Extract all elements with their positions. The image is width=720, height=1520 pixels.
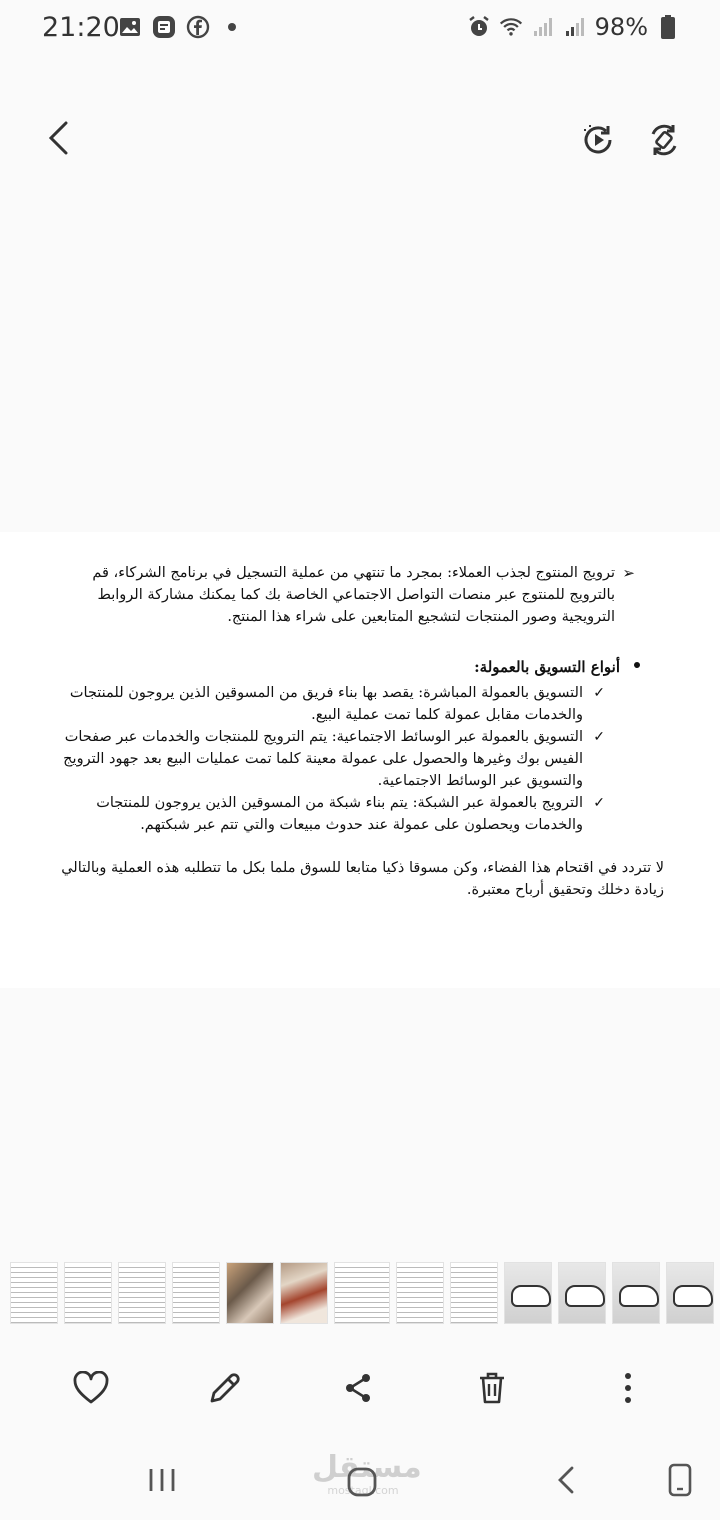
share-button[interactable] <box>338 1368 378 1408</box>
list-item-text: الترويج بالعمولة عبر الشبكة: يتم بناء شبكة من المسوقين الذين يروجون للمنتجات والخدمات ويحصلون على عمولة عند حدوث مبيعات والتي تتم عبر شبكتهم. <box>96 795 583 833</box>
thumbnail[interactable] <box>450 1262 498 1324</box>
check-icon: ✓ <box>593 729 605 745</box>
delete-icon <box>477 1371 507 1405</box>
watermark: مستقل <box>312 1450 422 1485</box>
closing-paragraph: لا تتردد في اقتحام هذا الفضاء، وكن مسوقا ذكيا متابعا للسوق ملما بكل ما تتطلبه هذه العملية وبالتالي زيادة دخلك وتحقيق أرباح معتبرة. <box>61 860 664 898</box>
home-button[interactable] <box>342 1462 382 1502</box>
heart-icon <box>73 1371 109 1405</box>
remaster-icon <box>580 122 616 158</box>
list-item <box>48 792 605 836</box>
recents-button[interactable] <box>144 1462 180 1498</box>
navigation-bar <box>0 1440 720 1520</box>
rotate-button[interactable] <box>642 118 686 162</box>
thumbnail[interactable] <box>226 1262 274 1324</box>
action-bar <box>0 1350 720 1426</box>
thumbnail[interactable] <box>612 1262 660 1324</box>
arrow-bullet-icon: ➢ <box>622 564 635 582</box>
home-icon <box>346 1466 378 1498</box>
phone-icon <box>668 1463 692 1497</box>
edit-icon <box>208 1371 242 1405</box>
check-icon: ✓ <box>593 685 605 701</box>
heading-text: أنواع التسويق بالعمولة: <box>474 658 620 676</box>
status-bar <box>0 0 720 56</box>
thumbnail-current[interactable] <box>334 1262 390 1324</box>
battery-icon <box>656 15 680 39</box>
list-item <box>48 682 605 726</box>
clock: 21:20 <box>42 12 120 43</box>
paragraph-text: ترويج المنتوج لجذب العملاء: بمجرد ما تنتهي من عملية التسجيل في برنامج الشركاء، قم بالترويج للمنتوج عبر منصات التواصل الاجتماعي الخاصة بك كما يمكنك مشاركة الروابط الترويجية وصور المنتجات لتشجيع المتابعين على شراء هذا المنتج. <box>92 565 615 625</box>
check-icon: ✓ <box>593 795 605 811</box>
nav-back-icon <box>556 1465 576 1495</box>
thumbnail[interactable] <box>504 1262 552 1324</box>
thumbnail[interactable] <box>64 1262 112 1324</box>
back-icon <box>46 120 70 156</box>
thumbnail[interactable] <box>118 1262 166 1324</box>
edit-button[interactable] <box>205 1368 245 1408</box>
thumbnail[interactable] <box>396 1262 444 1324</box>
thumbnail[interactable] <box>10 1262 58 1324</box>
rotate-icon <box>646 122 682 158</box>
thumbnail[interactable] <box>172 1262 220 1324</box>
system-icons <box>467 13 680 41</box>
gallery-icon <box>118 15 142 39</box>
thumbnail[interactable] <box>666 1262 714 1324</box>
more-options-button[interactable] <box>608 1368 648 1408</box>
alarm-icon <box>467 15 491 39</box>
favorite-button[interactable] <box>71 1368 111 1408</box>
paragraph-promotion <box>60 562 635 628</box>
document-image[interactable] <box>0 532 720 988</box>
more-icon <box>624 1372 632 1404</box>
signal-icon <box>531 15 555 39</box>
dot-icon <box>220 15 244 39</box>
back-button[interactable] <box>36 116 80 160</box>
recents-icon <box>147 1467 177 1493</box>
thumbnail-strip <box>0 1262 720 1326</box>
viewer-toolbar <box>0 100 720 180</box>
nav-back-button[interactable] <box>548 1462 584 1498</box>
facebook-icon <box>186 15 210 39</box>
thumbnail[interactable] <box>280 1262 328 1324</box>
watermark-sub: mostaql.com <box>327 1484 399 1497</box>
battery-percent: 98% <box>594 13 648 41</box>
wifi-icon <box>499 15 523 39</box>
section-heading <box>60 656 620 678</box>
bullet-dot-icon <box>634 662 640 668</box>
list-item-text: التسويق بالعمولة المباشرة: يقصد بها بناء فريق من المسوقين الذين يروجون للمنتجات والخدمات مقابل عمولة كلما تمت عملية البيع. <box>69 685 583 723</box>
remaster-button[interactable] <box>576 118 620 162</box>
share-icon <box>342 1372 374 1404</box>
signal-icon <box>563 15 587 39</box>
notification-icons <box>118 15 244 39</box>
affiliate-types-list <box>48 682 605 836</box>
news-icon <box>152 15 176 39</box>
list-item-text: التسويق بالعمولة عبر الوسائط الاجتماعية: يتم الترويج للمنتجات والخدمات عبر صفحات الفيس بوك وغيرها والحصول على عمولة معينة كلما تمت عمليات البيع بعد جهود الترويج والتسويق عبر الوسائط الاجتماعية. <box>63 729 583 789</box>
list-item <box>48 726 605 792</box>
thumbnail[interactable] <box>558 1262 606 1324</box>
keyboard-toggle-button[interactable] <box>662 1462 698 1498</box>
delete-button[interactable] <box>472 1368 512 1408</box>
